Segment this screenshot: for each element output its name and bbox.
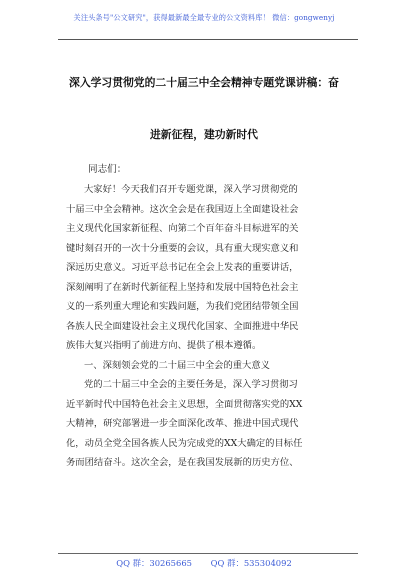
footer	[0, 557, 408, 569]
body-line: 各族人民全面建设社会主义现代化国家、全面推进中华民	[66, 320, 299, 332]
body-line: 义的一系列重大理论和实践问题，为我们党团结带领全国	[66, 301, 299, 312]
header-note: 关注头条号"公文研究"，获得最新最全最专业的公文资料库！ 微信：gongwenyj	[73, 13, 335, 22]
document-title-line-1: 深入学习贯彻党的二十届三中全会精神专题党课讲稿：奋	[69, 76, 339, 89]
body-line: 族伟大复兴指明了前进方向、提供了根本遵循。	[66, 340, 262, 351]
body-line: 键时刻召开的一次十分重要的会议，具有重大现实意义和	[66, 242, 299, 254]
body-line: 党的二十届三中全会的主要任务是，深入学习贯彻习	[84, 379, 298, 390]
section-heading: 一、深刻领会党的二十届三中全会的重大意义	[84, 359, 270, 371]
salutation: 同志们：	[88, 164, 127, 175]
footer-qq-group-1: QQ 群：30265665	[116, 558, 192, 568]
footer-qq-group-2: QQ 群：535304092	[210, 558, 292, 568]
body-text	[66, 180, 346, 473]
body-line: 务而团结奋斗。这次全会，是在我国发展新的历史方位、	[66, 457, 299, 468]
footer-rule	[58, 553, 358, 554]
body-line: 主义现代化国家新征程、向第二个百年奋斗目标进军的关	[66, 223, 299, 234]
body-line: 深远历史意义。习近平总书记在全会上发表的重要讲话，	[66, 262, 299, 273]
body-line: 化，动员全党全国各族人民为完成党的XX大确定的目标任	[66, 437, 303, 449]
header-rule	[58, 39, 358, 40]
body-line: 深刻阐明了在新时代新征程上坚持和发展中国特色社会主	[66, 281, 299, 293]
body-line: 大精神，研究部署进一步全面深化改革、推进中国式现代	[66, 418, 299, 429]
document-title-line-2: 进新征程，建功新时代	[150, 128, 258, 141]
body-line: 大家好！今天我们召开专题党课，深入学习贯彻党的	[84, 184, 298, 195]
body-line: 十届三中全会精神。这次全会是在我国迈上全面建设社会	[66, 203, 299, 215]
body-line: 近平新时代中国特色社会主义思想，全面贯彻落实党的XX	[66, 398, 303, 410]
